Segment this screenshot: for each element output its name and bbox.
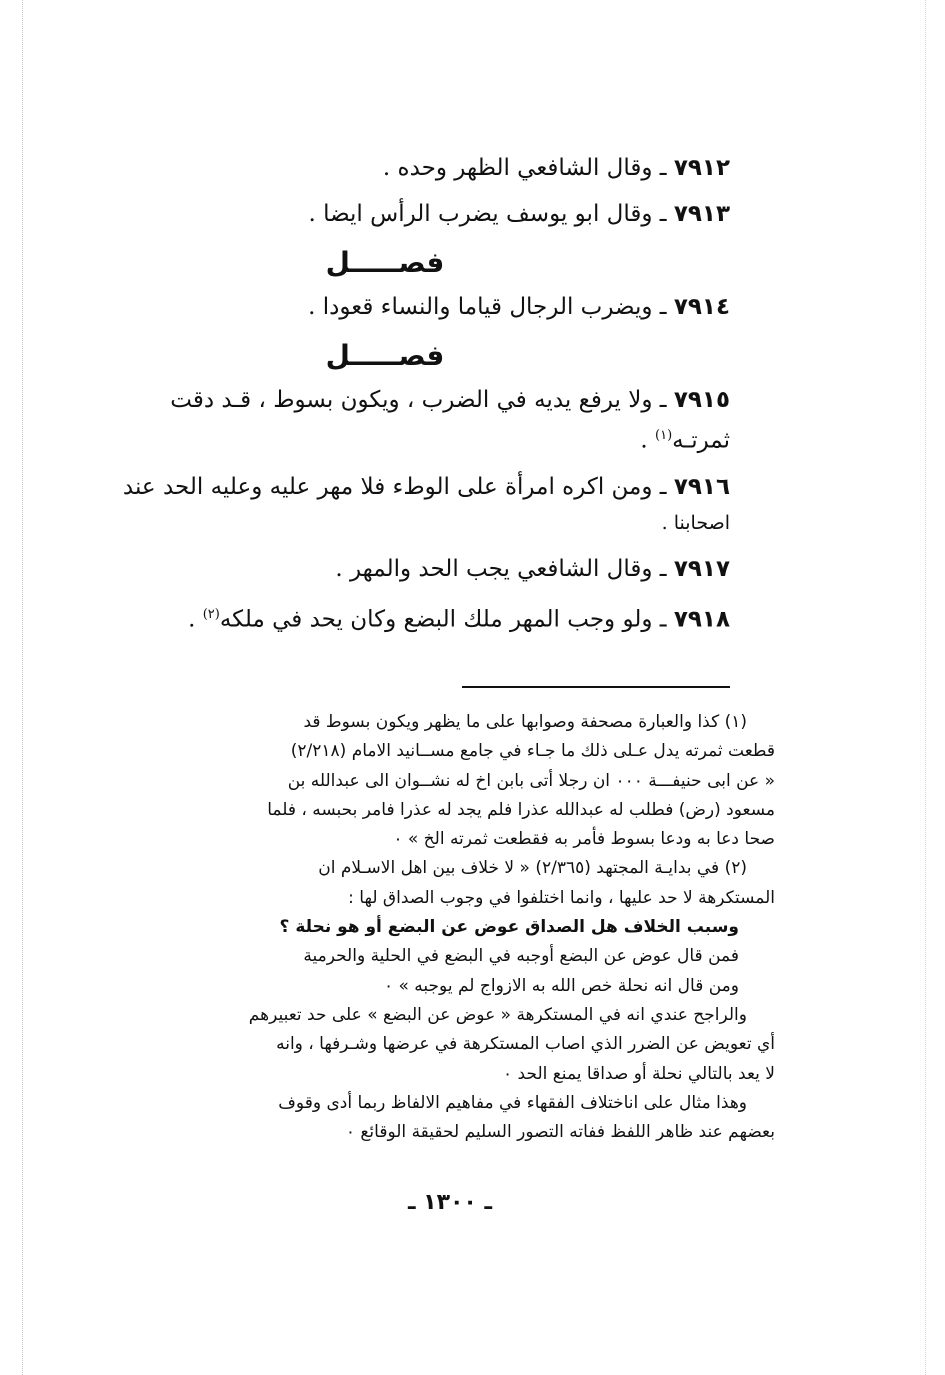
footnote-verse: فمن قال عوض عن البضع أوجبه في البضع في الحلية والحرمية <box>303 946 739 967</box>
entry-continuation: اصحابنا . <box>661 511 730 534</box>
entry-text: ـ وقال الشافعي الظهر وحده . <box>382 155 667 181</box>
entry-number: ٧٩١٨ <box>673 606 730 633</box>
footnote-verse: وسبب الخلاف هل الصداق عوض عن البضع أو هو نحلة ؟ <box>279 917 739 938</box>
scan-margin-left <box>22 0 25 1375</box>
footnote-marker: (١) <box>655 428 673 443</box>
entry-text: ـ ومن اكره امرأة على الوطء فلا مهر عليه وعليه الحد عند <box>122 473 667 500</box>
entry-number: ٧٩١٥ <box>673 387 730 413</box>
footnote-verse: ومن قال انه نحلة خص الله به الازواج لم يوجبه » ٠ <box>383 975 739 996</box>
footnote-line: بعضهم عند ظاهر اللفظ ففاته التصور السليم لحقيقة الوقائع ٠ <box>345 1122 775 1143</box>
footnotes <box>100 708 775 1147</box>
entry-text: ـ وقال الشافعي يجب الحد والمهر . <box>335 555 667 582</box>
footnote-line: لا يعد بالتالي نحلة أو صداقا يمنع الحد ٠ <box>503 1063 775 1084</box>
entry-text: ـ ولو وجب المهر ملك البضع وكان يحد في ملكه <box>219 606 667 633</box>
entry-7912 <box>100 150 730 186</box>
footnote-line: (٢) في بدايـة المجتهد (٢/٣٦٥) « لا خلاف بين اهل الاسـلام ان <box>318 858 747 879</box>
entry-number: ٧٩١٤ <box>673 294 730 320</box>
page-number: ـ ١٣٠٠ ـ <box>407 1190 493 1215</box>
footnote-line: المستكرهة لا حد عليها ، وانما اختلفوا في وجوب الصداق لها : <box>348 887 775 908</box>
footnote-line: مسعود (رض) فطلب له عبدالله عذرا فلم يجد له عذرا فامر بحبسه ، فلما <box>267 799 775 820</box>
footnote-line: والراجح عندي انه في المستكرهة « عوض عن البضع » على حد تعبيرهم <box>248 1004 747 1025</box>
entry-number: ٧٩١٣ <box>673 201 730 227</box>
entry-number: ٧٩١٢ <box>673 155 730 181</box>
entry-text: ـ ولا يرفع يديه في الضرب ، ويكون بسوط ، قـد دقت <box>170 387 667 413</box>
footnote-line: وهذا مثال على اناختلاف الفقهاء في مفاهيم الالفاظ ربما أدى وقوف <box>278 1092 747 1113</box>
entry-7917 <box>100 551 730 587</box>
footnote-divider <box>462 686 730 688</box>
entry-text: ـ وقال ابو يوسف يضرب الرأس ايضا . <box>308 201 667 227</box>
footnote-line: (١) كذا والعبارة مصحفة وصوابها على ما يظهر ويكون بسوط قد <box>303 712 747 732</box>
entry-end: . <box>188 606 196 633</box>
entry-text: ـ ويضرب الرجال قياما والنساء قعودا . <box>308 294 667 320</box>
section-heading: فصـــــل <box>325 246 445 279</box>
footnote-line: قطعت ثمرته يدل عـلى ذلك ما جـاء في جامع مســانيد الامام (٢/٢١٨) <box>290 741 775 762</box>
entry-number: ٧٩١٦ <box>673 473 730 500</box>
entry-continuation: ثمرتـه <box>672 427 730 454</box>
entry-number: ٧٩١٧ <box>673 555 730 582</box>
entry-end: . <box>640 427 648 454</box>
entry-7918 <box>100 597 730 638</box>
entry-7913 <box>100 196 730 232</box>
scan-margin-right <box>925 0 928 1375</box>
footnote-line: صحا دعا به ودعا بسوط فأمر به فقطعت ثمرته الخ » ٠ <box>393 829 775 850</box>
footnote-marker: (٢) <box>202 606 220 622</box>
entry-7914 <box>100 289 730 325</box>
footnote-line: أي تعويض عن الضرر الذي اصاب المستكرهة في عرضها وشـرفها ، وانه <box>276 1034 775 1055</box>
entry-7916 <box>100 469 730 541</box>
footnote-line: « عن ابى حنيفـــة ٠٠٠ ان رجلا أتى بابن اخ له نشــوان الى عبدالله بن <box>287 770 775 791</box>
section-heading: فصـــــل <box>325 339 445 372</box>
entry-7915 <box>100 382 730 459</box>
main-text <box>100 150 730 647</box>
